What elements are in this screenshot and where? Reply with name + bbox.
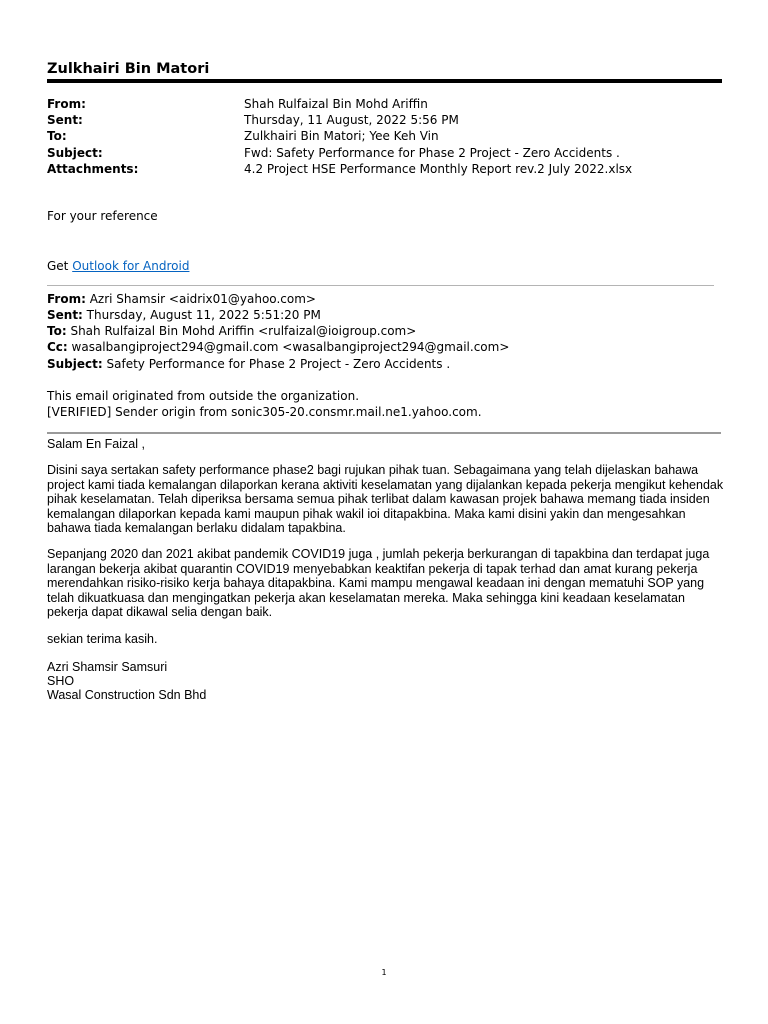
from-value: Shah Rulfaizal Bin Mohd Ariffin (244, 97, 428, 111)
fwd-from-value: Azri Shamsir <aidrix01@yahoo.com> (85, 292, 316, 306)
external-warning-line-2: [VERIFIED] Sender origin from sonic305-20.consmr.mail.ne1.yahoo.com. (47, 405, 482, 419)
closing-text: sekian terima kasih. (47, 632, 158, 646)
fwd-from-label: From: (47, 292, 86, 306)
fwd-cc-value: wasalbangiproject294@gmail.com <wasalbangiproject294@gmail.com> (67, 340, 510, 354)
body-paragraph-1: Disini saya sertakan safety performance phase2 bagi rujukan pihak tuan. Sebagaimana yang telah dijelaskan bahawa project kami tiada kemalangan dilaporkan kerana aktiviti keselamatan yang dijalankan kepada pekerja mengikut kehendak pihak keselamatan. Telah diperiksa bersama semua pihak terlibat dalam kawasan projek bahawa memang tiada insiden kemalangan dilaporkan kepada kami maupun pihak wakil ioi ditapakbina. Maka kami disini yakin dan mengesahkan bahawa tiada kemalangan berlaku didalam tapakbina. (47, 463, 724, 536)
attachments-label: Attachments: (47, 162, 139, 176)
signature-title: SHO (47, 674, 75, 688)
reference-text: For your reference (47, 209, 158, 223)
attachment-file[interactable]: 4.2 Project HSE Performance Monthly Report rev.2 July 2022.xlsx (244, 162, 633, 176)
mailbox-owner-name: Zulkhairi Bin Matori (47, 61, 210, 77)
fwd-subject-label: Subject: (47, 357, 103, 371)
fwd-cc-label: Cc: (47, 340, 68, 354)
forward-divider (47, 285, 714, 286)
get-text: Get (47, 259, 73, 273)
fwd-to-line (47, 323, 416, 339)
subject-label: Subject: (47, 146, 103, 160)
fwd-subject-line (47, 356, 450, 372)
sent-label: Sent: (47, 113, 83, 127)
fwd-cc-line (47, 339, 509, 355)
fwd-to-label: To: (47, 324, 67, 338)
signature-company: Wasal Construction Sdn Bhd (47, 688, 207, 702)
outlook-android-link[interactable]: Outlook for Android (72, 259, 190, 273)
fwd-sent-value: Thursday, August 11, 2022 5:51:20 PM (82, 308, 321, 322)
from-label: From: (47, 97, 86, 111)
subject-value: Fwd: Safety Performance for Phase 2 Project - Zero Accidents . (244, 146, 620, 160)
page-number: 1 (381, 968, 387, 977)
sent-value: Thursday, 11 August, 2022 5:56 PM (244, 113, 459, 127)
fwd-sent-line (47, 307, 321, 323)
header-divider (47, 79, 722, 83)
get-outlook-line (47, 258, 189, 274)
message-divider (47, 432, 721, 434)
external-warning-line-1: This email originated from outside the organization. (47, 389, 360, 403)
to-value: Zulkhairi Bin Matori; Yee Keh Vin (244, 129, 439, 143)
greeting: Salam En Faizal , (47, 437, 145, 451)
fwd-sent-label: Sent: (47, 308, 83, 322)
signature-name: Azri Shamsir Samsuri (47, 660, 168, 674)
fwd-to-value: Shah Rulfaizal Bin Mohd Ariffin <rulfaizal@ioigroup.com> (66, 324, 417, 338)
fwd-from-line (47, 291, 316, 307)
fwd-subject-value: Safety Performance for Phase 2 Project - Zero Accidents . (102, 357, 451, 371)
body-paragraph-2: Sepanjang 2020 dan 2021 akibat pandemik COVID19 juga , jumlah pekerja berkurangan di tapakbina dan terdapat juga larangan bekerja akibat quarantin COVID19 menyebabkan keaktifan pekerja di tapak terhad dan amat kurang pekerja merendahkan risiko-risiko kerja bahaya ditapakbina. Kami mampu mengawal keadaan ini dengan mematuhi SOP yang telah dikuatkuasa dan mengingatkan pekerja akan keselamatan mereka. Maka sehingga kini keadaan keselamatan pekerja dapat dikawal selia dengan baik. (47, 547, 710, 620)
to-label: To: (47, 129, 67, 143)
